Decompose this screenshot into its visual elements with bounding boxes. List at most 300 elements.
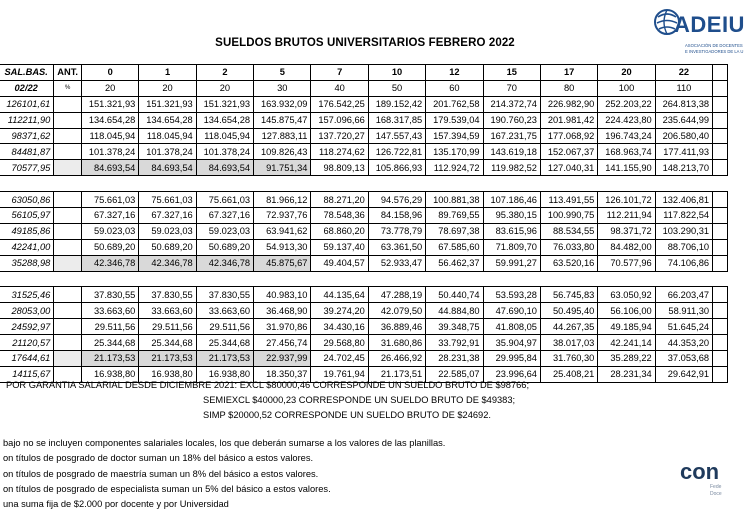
salary-cell: 201.981,42 <box>540 112 597 128</box>
spacer-cell <box>426 271 483 287</box>
salary-cell: 25.344,68 <box>81 335 138 351</box>
header-cell: 15 <box>483 65 540 81</box>
salary-cell: 47.690,10 <box>483 303 540 319</box>
salary-cell: 177.068,92 <box>540 128 597 144</box>
edge-cell <box>713 128 728 144</box>
salary-cell: 19.761,94 <box>311 366 368 382</box>
salary-cell: 118.045,94 <box>81 128 138 144</box>
header-cell: 1 <box>139 65 196 81</box>
salary-cell: 168.317,85 <box>368 112 425 128</box>
salary-cell: 56.745,83 <box>540 287 597 303</box>
salary-cell: 84.693,54 <box>196 160 253 176</box>
header-cell <box>713 80 728 96</box>
header-cell: 2 <box>196 65 253 81</box>
edge-cell <box>713 319 728 335</box>
header-cell: 12 <box>426 65 483 81</box>
salary-cell: 141.155,90 <box>598 160 655 176</box>
salary-cell: 27.456,74 <box>254 335 311 351</box>
base-salary-cell: 42241,00 <box>0 239 54 255</box>
spacer-cell <box>368 271 425 287</box>
spacer-cell <box>713 271 728 287</box>
spacer-cell <box>81 271 138 287</box>
salary-cell: 126.101,72 <box>598 192 655 208</box>
spacer-cell <box>655 176 712 192</box>
header-cell: 70 <box>483 80 540 96</box>
salary-cell: 29.511,56 <box>196 319 253 335</box>
footnote: on títulos de posgrado de doctor suman un 18% del básico a estos valores. <box>3 453 314 464</box>
salary-cell: 54.913,30 <box>254 239 311 255</box>
header-cell: 22 <box>655 65 712 81</box>
salary-cell: 22.937,99 <box>254 351 311 367</box>
salary-cell: 42.346,78 <box>196 255 253 271</box>
salary-cell: 50.495,40 <box>540 303 597 319</box>
salary-cell: 63.050,92 <box>598 287 655 303</box>
salary-cell: 51.645,24 <box>655 319 712 335</box>
footnote: una suma fija de $2.000 por docente y por Universidad <box>3 499 229 510</box>
salary-cell: 36.468,90 <box>254 303 311 319</box>
header-cell: 100 <box>598 80 655 96</box>
salary-cell: 37.830,55 <box>196 287 253 303</box>
salary-cell: 63.941,62 <box>254 223 311 239</box>
salary-cell: 76.033,80 <box>540 239 597 255</box>
seniority-cell <box>54 208 82 224</box>
base-salary-cell: 31525,46 <box>0 287 54 303</box>
salary-cell: 157.394,59 <box>426 128 483 144</box>
edge-cell <box>713 287 728 303</box>
spacer-cell <box>139 176 196 192</box>
salary-cell: 16.938,80 <box>139 366 196 382</box>
header-cell: 20 <box>139 80 196 96</box>
spacer-cell <box>713 176 728 192</box>
salary-cell: 88.271,20 <box>311 192 368 208</box>
table-row <box>0 255 728 271</box>
salary-cell: 98.809,13 <box>311 160 368 176</box>
salary-cell: 214.372,74 <box>483 96 540 112</box>
salary-cell: 39.348,75 <box>426 319 483 335</box>
header-cell: 20 <box>196 80 253 96</box>
header-cell: 02/22 <box>0 80 54 96</box>
salary-cell: 38.017,03 <box>540 335 597 351</box>
table-row <box>0 160 728 176</box>
table-row <box>0 112 728 128</box>
salary-cell: 226.982,90 <box>540 96 597 112</box>
salary-cell: 59.023,03 <box>139 223 196 239</box>
page-title: SUELDOS BRUTOS UNIVERSITARIOS FEBRERO 2022 <box>215 37 515 49</box>
salary-cell: 31.970,86 <box>254 319 311 335</box>
salary-cell: 74.106,86 <box>655 255 712 271</box>
salary-cell: 132.406,81 <box>655 192 712 208</box>
footnote: bajo no se incluyen componentes salariales locales, los que deberán sumarse a los valores de las planillas. <box>3 438 446 448</box>
salary-cell: 152.067,37 <box>540 144 597 160</box>
salary-cell: 126.722,81 <box>368 144 425 160</box>
salary-cell: 100.881,38 <box>426 192 483 208</box>
salary-cell: 67.327,16 <box>196 208 253 224</box>
salary-cell: 34.430,16 <box>311 319 368 335</box>
salary-guarantee-note <box>6 378 529 423</box>
spacer-cell <box>426 176 483 192</box>
salary-cell: 49.185,94 <box>598 319 655 335</box>
table-row <box>0 208 728 224</box>
salary-cell: 29.568,80 <box>311 335 368 351</box>
spacer-cell <box>254 176 311 192</box>
salary-cell: 50.689,20 <box>139 239 196 255</box>
salary-cell: 100.990,75 <box>540 208 597 224</box>
base-salary-cell: 112211,90 <box>0 112 54 128</box>
salary-cell: 59.991,27 <box>483 255 540 271</box>
salary-cell: 39.274,20 <box>311 303 368 319</box>
salary-cell: 35.904,97 <box>483 335 540 351</box>
base-salary-cell: 70577,95 <box>0 160 54 176</box>
salary-cell: 21.173,53 <box>196 351 253 367</box>
salary-cell: 37.830,55 <box>81 287 138 303</box>
header-row <box>0 65 728 81</box>
salary-cell: 53.593,28 <box>483 287 540 303</box>
salary-cell: 112.211,94 <box>598 208 655 224</box>
salary-cell: 189.152,42 <box>368 96 425 112</box>
header-cell: % <box>54 80 82 96</box>
salary-cell: 33.663,60 <box>196 303 253 319</box>
table-row <box>0 335 728 351</box>
logo-subtitle-2: E INVESTIGADORES DE LA U <box>685 49 744 54</box>
salary-cell: 127.040,31 <box>540 160 597 176</box>
header-cell: 17 <box>540 65 597 81</box>
spacer-cell <box>655 271 712 287</box>
base-salary-cell: 21120,57 <box>0 335 54 351</box>
header-cell: 80 <box>540 80 597 96</box>
salary-cell: 28.231,38 <box>426 351 483 367</box>
salary-cell: 29.511,56 <box>139 319 196 335</box>
salary-cell: 117.822,54 <box>655 208 712 224</box>
spacer-cell <box>0 271 54 287</box>
salary-cell: 137.720,27 <box>311 128 368 144</box>
salary-cell: 49.404,57 <box>311 255 368 271</box>
salary-cell: 168.963,74 <box>598 144 655 160</box>
table-row <box>0 351 728 367</box>
salary-cell: 134.654,28 <box>196 112 253 128</box>
salary-cell: 167.231,75 <box>483 128 540 144</box>
footnote: on títulos de posgrado de especialista suman un 5% del básico a estos valores. <box>3 483 331 494</box>
salary-cell: 101.378,24 <box>139 144 196 160</box>
spacer-cell <box>196 271 253 287</box>
salary-cell: 118.045,94 <box>139 128 196 144</box>
seniority-cell <box>54 160 82 176</box>
salary-cell: 176.542,25 <box>311 96 368 112</box>
base-salary-cell: 35288,98 <box>0 255 54 271</box>
salary-cell: 59.137,40 <box>311 239 368 255</box>
seniority-cell <box>54 223 82 239</box>
salary-cell: 25.344,68 <box>139 335 196 351</box>
header-cell: SAL.BAS. <box>0 65 54 81</box>
table-row <box>0 128 728 144</box>
salary-cell: 118.045,94 <box>196 128 253 144</box>
table-row <box>0 192 728 208</box>
seniority-cell <box>54 303 82 319</box>
base-salary-cell: 49185,86 <box>0 223 54 239</box>
seniority-cell <box>54 255 82 271</box>
salary-cell: 58.911,30 <box>655 303 712 319</box>
salary-cell: 25.408,21 <box>540 366 597 382</box>
salary-cell: 84.158,96 <box>368 208 425 224</box>
seniority-cell <box>54 287 82 303</box>
salary-cell: 151.321,93 <box>196 96 253 112</box>
adeiu-logo <box>648 8 745 60</box>
table-row <box>0 96 728 112</box>
spacer-cell <box>311 176 368 192</box>
spacer-cell <box>483 271 540 287</box>
salary-cell: 16.938,80 <box>196 366 253 382</box>
edge-cell <box>713 208 728 224</box>
edge-cell <box>713 144 728 160</box>
salary-cell: 31.760,30 <box>540 351 597 367</box>
logo-wordmark: con <box>680 459 720 484</box>
salary-cell: 135.170,99 <box>426 144 483 160</box>
salary-cell: 18.350,37 <box>254 366 311 382</box>
salary-cell: 78.548,36 <box>311 208 368 224</box>
salary-cell: 22.585,07 <box>426 366 483 382</box>
salary-cell: 42.079,50 <box>368 303 425 319</box>
salary-cell: 29.995,84 <box>483 351 540 367</box>
salary-cell: 71.809,70 <box>483 239 540 255</box>
salary-cell: 145.875,47 <box>254 112 311 128</box>
salary-cell: 201.762,58 <box>426 96 483 112</box>
salary-cell: 72.937,76 <box>254 208 311 224</box>
footnote: on títulos de posgrado de maestría suman un 8% del básico a estos valores. <box>3 468 319 479</box>
salary-cell: 37.053,68 <box>655 351 712 367</box>
seniority-cell <box>54 335 82 351</box>
base-salary-cell: 17644,61 <box>0 351 54 367</box>
salary-cell: 42.346,78 <box>81 255 138 271</box>
salary-cell: 101.378,24 <box>196 144 253 160</box>
salary-cell: 84.693,54 <box>139 160 196 176</box>
seniority-cell <box>54 319 82 335</box>
salary-cell: 42.241,14 <box>598 335 655 351</box>
salary-cell: 107.186,46 <box>483 192 540 208</box>
salary-cell: 63.361,50 <box>368 239 425 255</box>
salary-cell: 67.585,60 <box>426 239 483 255</box>
salary-cell: 29.511,56 <box>81 319 138 335</box>
spacer-cell <box>0 176 54 192</box>
edge-cell <box>713 335 728 351</box>
table-row <box>0 239 728 255</box>
salary-cell: 88.534,55 <box>540 223 597 239</box>
salary-cell: 23.996,64 <box>483 366 540 382</box>
note-line-1: POR GARANTIA SALARIAL DESDE DICIEMBRE 2021: EXCL $80000,46 CORRESPONDE UN SUELDO BRUTO DE $98766; <box>6 380 530 390</box>
spacer-cell <box>54 176 82 192</box>
base-salary-cell: 14115,67 <box>0 366 54 382</box>
edge-cell <box>713 303 728 319</box>
salary-cell: 37.830,55 <box>139 287 196 303</box>
salary-cell: 113.491,55 <box>540 192 597 208</box>
edge-cell <box>713 239 728 255</box>
salary-cell: 78.697,38 <box>426 223 483 239</box>
salary-cell: 33.792,91 <box>426 335 483 351</box>
salary-cell: 134.654,28 <box>139 112 196 128</box>
salary-cell: 56.106,00 <box>598 303 655 319</box>
salary-cell: 109.826,43 <box>254 144 311 160</box>
salary-cell: 190.760,23 <box>483 112 540 128</box>
salary-cell: 264.813,38 <box>655 96 712 112</box>
salary-cell: 50.689,20 <box>196 239 253 255</box>
salary-cell: 66.203,47 <box>655 287 712 303</box>
salary-cell: 75.661,03 <box>196 192 253 208</box>
salary-cell: 88.706,10 <box>655 239 712 255</box>
salary-cell: 84.693,54 <box>81 160 138 176</box>
header-cell: 20 <box>81 80 138 96</box>
header-cell <box>713 65 728 81</box>
base-salary-cell: 56105,97 <box>0 208 54 224</box>
spacer-cell <box>598 176 655 192</box>
salary-cell: 75.661,03 <box>139 192 196 208</box>
salary-cell: 89.769,55 <box>426 208 483 224</box>
seniority-cell <box>54 112 82 128</box>
seniority-cell <box>54 96 82 112</box>
salary-cell: 21.173,53 <box>81 351 138 367</box>
salary-cell: 252.203,22 <box>598 96 655 112</box>
edge-cell <box>713 255 728 271</box>
salary-cell: 163.932,09 <box>254 96 311 112</box>
salary-cell: 143.619,18 <box>483 144 540 160</box>
header-cell: 7 <box>311 65 368 81</box>
table-row <box>0 223 728 239</box>
salary-cell: 75.661,03 <box>81 192 138 208</box>
salary-cell: 50.689,20 <box>81 239 138 255</box>
salary-cell: 127.883,11 <box>254 128 311 144</box>
salary-cell: 16.938,80 <box>81 366 138 382</box>
seniority-cell <box>54 144 82 160</box>
spacer-cell <box>368 176 425 192</box>
salary-cell: 235.644,99 <box>655 112 712 128</box>
seniority-cell <box>54 192 82 208</box>
salary-cell: 56.462,37 <box>426 255 483 271</box>
salary-cell: 177.411,93 <box>655 144 712 160</box>
logo-subtitle-1: Fede <box>710 484 722 490</box>
salary-cell: 151.321,93 <box>81 96 138 112</box>
salary-cell: 119.982,52 <box>483 160 540 176</box>
base-salary-cell: 84481,87 <box>0 144 54 160</box>
spacer-cell <box>254 271 311 287</box>
salary-cell: 118.274,62 <box>311 144 368 160</box>
salary-cell: 36.889,46 <box>368 319 425 335</box>
spacer-cell <box>196 176 253 192</box>
note-line-2: SEMIEXCL $40000,23 CORRESPONDE UN SUELDO BRUTO DE $49383; <box>203 395 516 405</box>
base-salary-cell: 28053,00 <box>0 303 54 319</box>
salary-cell: 73.778,79 <box>368 223 425 239</box>
salary-cell: 147.557,43 <box>368 128 425 144</box>
spacer-cell <box>139 271 196 287</box>
salary-cell: 29.642,91 <box>655 366 712 382</box>
salary-cell: 83.615,96 <box>483 223 540 239</box>
salary-cell: 70.577,96 <box>598 255 655 271</box>
salary-cell: 28.231,34 <box>598 366 655 382</box>
conadu-logo <box>680 460 730 500</box>
salary-table <box>0 64 728 383</box>
salary-cell: 35.289,22 <box>598 351 655 367</box>
salary-cell: 151.321,93 <box>139 96 196 112</box>
spacer-cell <box>483 176 540 192</box>
salary-cell: 25.344,68 <box>196 335 253 351</box>
salary-cell: 33.663,60 <box>81 303 138 319</box>
edge-cell <box>713 160 728 176</box>
table-row <box>0 319 728 335</box>
salary-cell: 44.267,35 <box>540 319 597 335</box>
header-cell: 0 <box>81 65 138 81</box>
salary-cell: 105.866,93 <box>368 160 425 176</box>
salary-cell: 40.983,10 <box>254 287 311 303</box>
header-cell: 20 <box>598 65 655 81</box>
salary-cell: 81.966,12 <box>254 192 311 208</box>
spacer-cell <box>81 176 138 192</box>
table-row <box>0 287 728 303</box>
salary-cell: 42.346,78 <box>139 255 196 271</box>
header-cell: ANT. <box>54 65 82 81</box>
salary-cell: 206.580,40 <box>655 128 712 144</box>
spacer-row <box>0 271 728 287</box>
salary-cell: 41.808,05 <box>483 319 540 335</box>
header-cell: 30 <box>254 80 311 96</box>
salary-cell: 67.327,16 <box>81 208 138 224</box>
salary-cell: 91.751,34 <box>254 160 311 176</box>
edge-cell <box>713 223 728 239</box>
salary-cell: 21.173,53 <box>139 351 196 367</box>
salary-cell: 94.576,29 <box>368 192 425 208</box>
base-salary-cell: 24592,97 <box>0 319 54 335</box>
salary-cell: 95.380,15 <box>483 208 540 224</box>
salary-cell: 112.924,72 <box>426 160 483 176</box>
salary-cell: 44.353,20 <box>655 335 712 351</box>
spacer-cell <box>54 271 82 287</box>
logo-subtitle-1: ASOCIACIÓN DE DOCENTES <box>685 43 743 48</box>
edge-cell <box>713 112 728 128</box>
salary-cell: 98.371,72 <box>598 223 655 239</box>
salary-cell: 224.423,80 <box>598 112 655 128</box>
table-row <box>0 144 728 160</box>
footnotes <box>3 436 445 512</box>
salary-cell: 196.743,24 <box>598 128 655 144</box>
edge-cell <box>713 192 728 208</box>
salary-cell: 148.213,70 <box>655 160 712 176</box>
seniority-cell <box>54 128 82 144</box>
salary-cell: 24.702,45 <box>311 351 368 367</box>
salary-cell: 179.539,04 <box>426 112 483 128</box>
salary-cell: 67.327,16 <box>139 208 196 224</box>
salary-cell: 44.884,80 <box>426 303 483 319</box>
header-row <box>0 80 728 96</box>
edge-cell <box>713 351 728 367</box>
table-row <box>0 303 728 319</box>
salary-cell: 50.440,74 <box>426 287 483 303</box>
salary-cell: 52.933,47 <box>368 255 425 271</box>
header-cell: 110 <box>655 80 712 96</box>
header-cell: 5 <box>254 65 311 81</box>
salary-cell: 103.290,31 <box>655 223 712 239</box>
salary-cell: 59.023,03 <box>81 223 138 239</box>
base-salary-cell: 98371,62 <box>0 128 54 144</box>
header-cell: 60 <box>426 80 483 96</box>
spacer-cell <box>598 271 655 287</box>
salary-cell: 63.520,16 <box>540 255 597 271</box>
salary-cell: 59.023,03 <box>196 223 253 239</box>
salary-cell: 21.173,51 <box>368 366 425 382</box>
edge-cell <box>713 96 728 112</box>
salary-cell: 45.875,67 <box>254 255 311 271</box>
logo-wordmark: ADEIU <box>674 12 745 37</box>
salary-cell: 84.482,00 <box>598 239 655 255</box>
salary-cell: 31.680,86 <box>368 335 425 351</box>
spacer-cell <box>540 271 597 287</box>
logo-subtitle-2: Doce <box>710 491 722 497</box>
seniority-cell <box>54 351 82 367</box>
salary-cell: 26.466,92 <box>368 351 425 367</box>
